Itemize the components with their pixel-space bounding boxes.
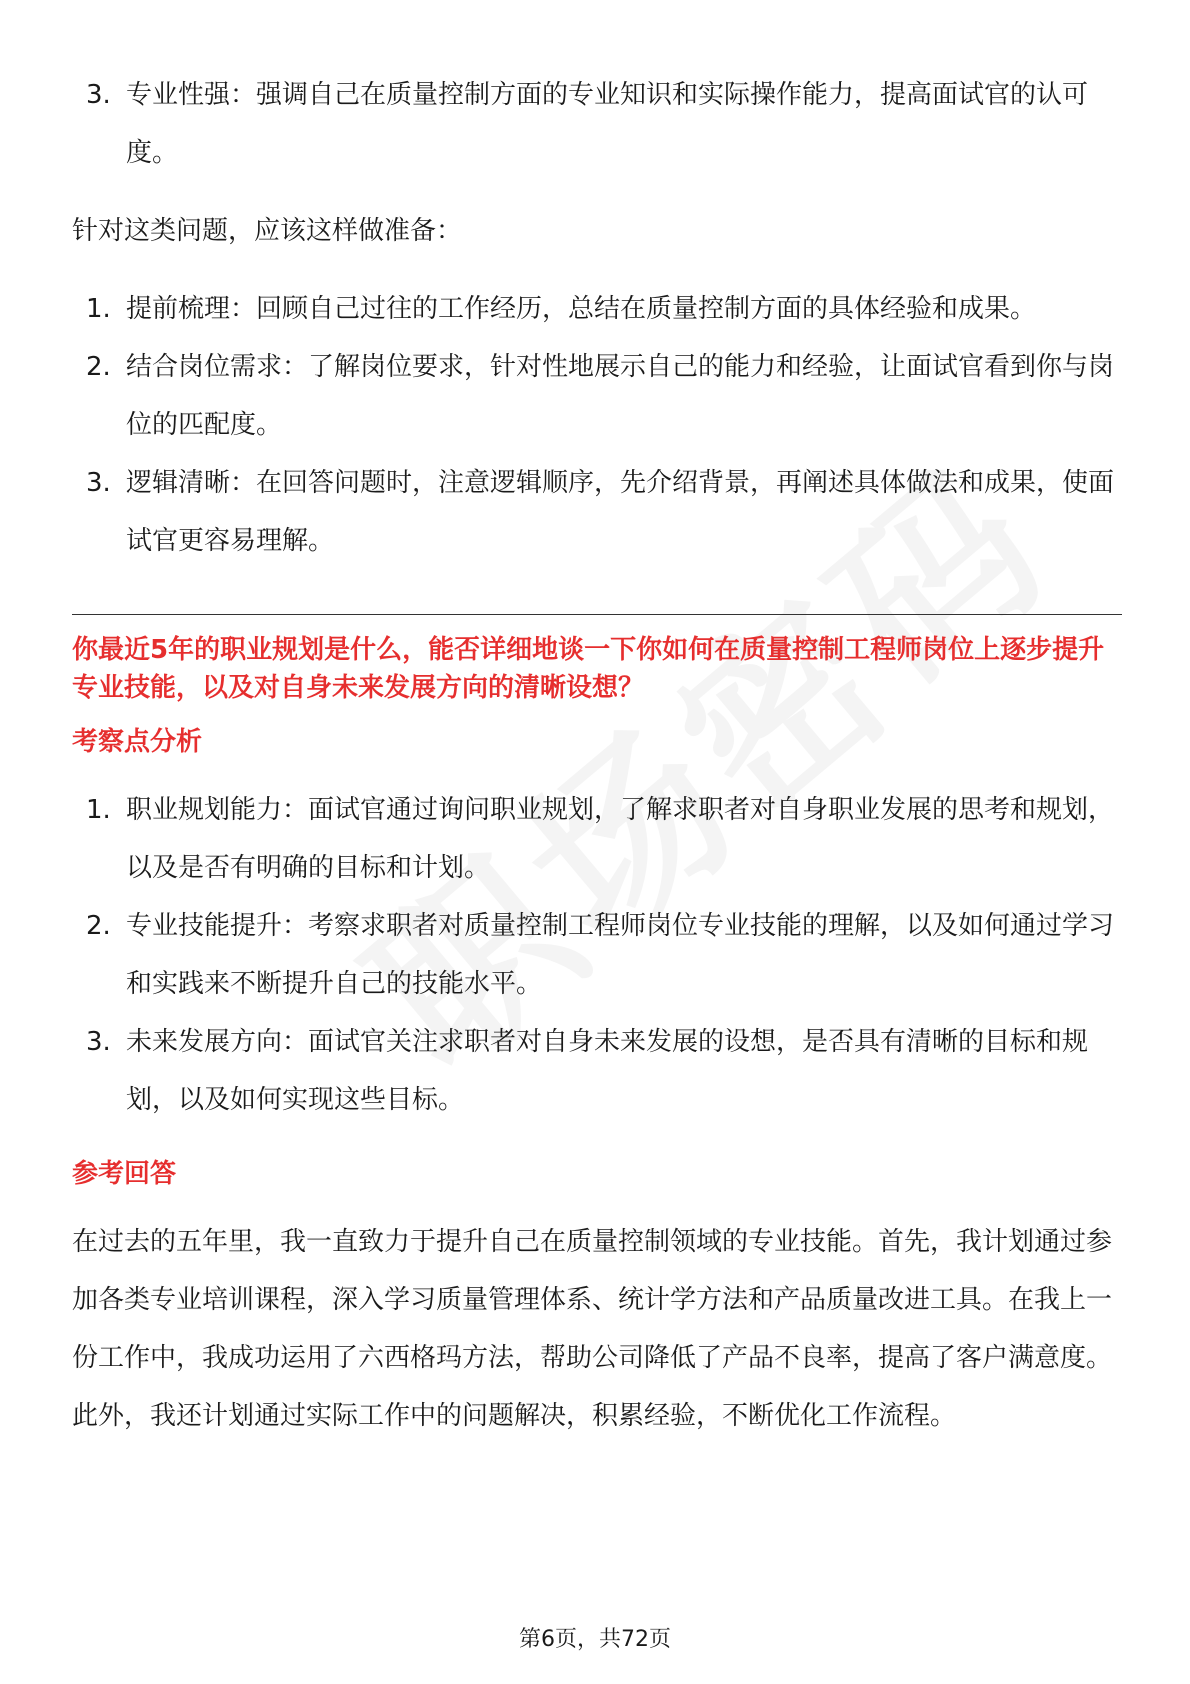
analysis-list <box>72 781 1122 1129</box>
list-item <box>72 454 1122 570</box>
page-footer: 第6页，共72页 <box>519 1627 671 1652</box>
list-text: 职业规划能力：面试官通过询问职业规划，了解求职者对自身职业发展的思考和规划，以及是否有明确的目标和计划。 <box>126 795 1115 883</box>
list-item <box>72 781 1122 897</box>
divider <box>72 614 1122 615</box>
list-item <box>72 66 1122 182</box>
answer-title: 参考回答 <box>72 1159 177 1189</box>
answer-text: 在过去的五年里，我一直致力于提升自己在质量控制领域的专业技能。首先，我计划通过参加各类专业培训课程，深入学习质量管理体系、统计学方法和产品质量改进工具。在我上一份工作中，我成功运用了六西格玛方法，帮助公司降低了产品不良率，提高了客户满意度。此外，我还计划通过实际工作中的问题解决，积累经验，不断优化工作流程。 <box>72 1227 1113 1431</box>
list-text: 专业性强：强调自己在质量控制方面的专业知识和实际操作能力，提高面试官的认可度。 <box>126 80 1089 168</box>
question-heading: 你最近5年的职业规划是什么，能否详细地谈一下你如何在质量控制工程师岗位上逐步提升专业技能，以及对自身未来发展方向的清晰设想？ <box>72 635 1105 703</box>
list-text: 专业技能提升：考察求职者对质量控制工程师岗位专业技能的理解，以及如何通过学习和实践来不断提升自己的技能水平。 <box>126 911 1115 999</box>
list-item <box>72 280 1122 338</box>
list-text: 逻辑清晰：在回答问题时，注意逻辑顺序，先介绍背景，再阐述具体做法和成果，使面试官更容易理解。 <box>126 468 1115 556</box>
prep-intro: 针对这类问题，应该这样做准备： <box>72 216 463 246</box>
top-list <box>72 66 1122 182</box>
prep-list <box>72 280 1122 570</box>
list-item <box>72 897 1122 1013</box>
list-number: 3. <box>86 468 111 498</box>
list-number: 2. <box>86 352 111 382</box>
list-item <box>72 338 1122 454</box>
list-text: 未来发展方向：面试官关注求职者对自身未来发展的设想，是否具有清晰的目标和规划，以及如何实现这些目标。 <box>126 1027 1089 1115</box>
content <box>72 66 1122 1445</box>
list-text: 结合岗位需求：了解岗位要求，针对性地展示自己的能力和经验，让面试官看到你与岗位的匹配度。 <box>126 352 1115 440</box>
list-number: 3. <box>86 1027 111 1057</box>
list-number: 3. <box>86 80 111 110</box>
list-number: 1. <box>86 795 111 825</box>
analysis-title: 考察点分析 <box>72 727 203 757</box>
list-number: 1. <box>86 294 111 324</box>
list-item <box>72 1013 1122 1129</box>
list-text: 提前梳理：回顾自己过往的工作经历，总结在质量控制方面的具体经验和成果。 <box>126 294 1037 324</box>
list-number: 2. <box>86 911 111 941</box>
